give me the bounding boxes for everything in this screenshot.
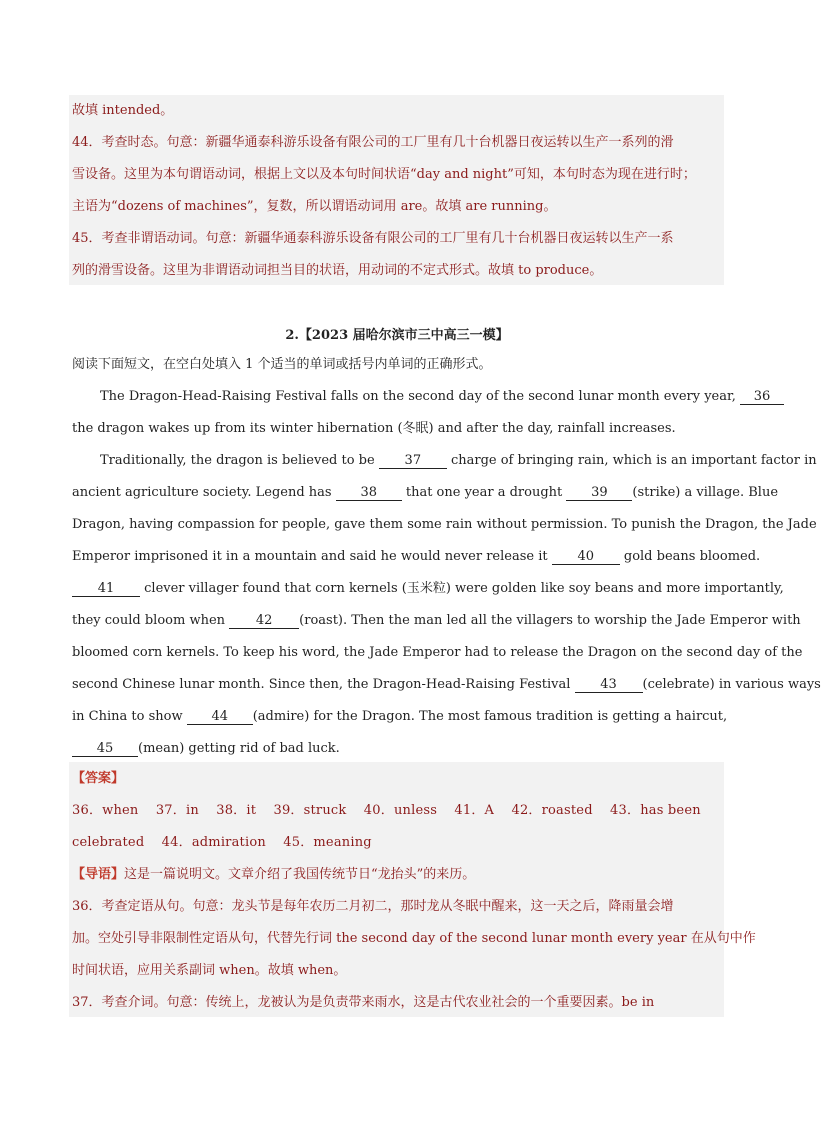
guide-text: 这是一篇说明文。文章介绍了我国传统节日“龙抬头”的来历。 xyxy=(124,867,476,882)
answer-line: 雪设备。这里为本句谓语动词，根据上文以及本句时间状语“day and night”可知，本句时态为现在进行时； xyxy=(72,167,696,182)
passage-line: The Dragon-Head-Raising Festival falls on the second day of the second lunar month every year, 36 xyxy=(100,388,784,406)
blank-44[interactable]: 44 xyxy=(187,709,253,725)
answer-row: celebrated 44．admiration 45．meaning xyxy=(72,835,372,850)
passage-line: in China to show 44 (admire) for the Dragon. The most famous tradition is getting a haircut, xyxy=(72,709,728,724)
guide-line xyxy=(72,866,475,884)
passage-line: they could bloom when 42 (roast). Then the man led all the villagers to worship the Jade Emperor with xyxy=(72,613,801,628)
blank-37[interactable]: 37 xyxy=(379,453,447,469)
instruction: 阅读下面短文，在空白处填入 1 个适当的单词或括号内单词的正确形式。 xyxy=(72,357,492,372)
passage-line: Dragon, having compassion for people, gave them some rain without permission. To punish the Dragon, the Jade xyxy=(72,517,817,532)
section-title: 2.【2023 届哈尔滨市三中高三一模】 xyxy=(285,328,509,343)
answer-row: 36．when 37．in 38．it 39．struck 40．unless 41．A 42．roasted 43．has been xyxy=(72,803,701,818)
explanation-line: 加。空处引导非限制性定语从句，代替先行词 the second day of the second lunar month every year 在从句中作 xyxy=(72,931,756,946)
blank-39[interactable]: 39 xyxy=(566,485,632,501)
answer-label: 【答案】 xyxy=(72,771,125,786)
passage-line: the dragon wakes up from its winter hibernation (冬眠) and after the day, rainfall increases. xyxy=(72,421,676,436)
answer-line: 44．考查时态。句意：新疆华通泰科游乐设备有限公司的工厂里有几十台机器日夜运转以生产一系列的滑 xyxy=(72,135,674,150)
blank-38[interactable]: 38 xyxy=(336,485,402,501)
answer-line: 列的滑雪设备。这里为非谓语动词担当目的状语，用动词的不定式形式。故填 to produce。 xyxy=(72,263,603,278)
explanation-line: 时间状语，应用关系副词 when。故填 when。 xyxy=(72,963,347,978)
blank-42[interactable]: 42 xyxy=(229,613,299,629)
blank-43[interactable]: 43 xyxy=(575,677,643,693)
explanation-line: 36．考查定语从句。句意：龙头节是每年农历二月初二，那时龙从冬眠中醒来，这一天之后，降雨量会增 xyxy=(72,899,674,914)
answer-line: 主语为“dozens of machines”，复数，所以谓语动词用 are。故填 are running。 xyxy=(72,199,557,214)
passage-line: Traditionally, the dragon is believed to be 37 charge of bringing rain, which is an important factor in xyxy=(100,453,817,468)
passage-line: 45 (mean) getting rid of bad luck. xyxy=(72,740,340,758)
top-answer-block xyxy=(69,95,724,285)
passage-line: bloomed corn kernels. To keep his word, the Jade Emperor had to release the Dragon on the second day of the xyxy=(72,645,803,660)
answer-line: 故填 intended。 xyxy=(72,103,174,118)
blank-36[interactable]: 36 xyxy=(740,389,784,405)
passage-line: ancient agriculture society. Legend has 38 that one year a drought 39 (strike) a village. Blue xyxy=(72,485,779,500)
explanation-line: 37．考查介词。句意：传统上，龙被认为是负责带来雨水，这是古代农业社会的一个重要因素。be in xyxy=(72,995,655,1010)
answer-line: 45．考查非谓语动词。句意：新疆华通泰科游乐设备有限公司的工厂里有几十台机器日夜运转以生产一系 xyxy=(72,231,674,246)
passage-line: 41 clever villager found that corn kernels (玉米粒) were golden like soy beans and more importantly, xyxy=(72,580,784,598)
guide-label: 【导语】 xyxy=(72,867,125,882)
blank-45[interactable]: 45 xyxy=(72,741,138,757)
blank-40[interactable]: 40 xyxy=(552,549,620,565)
passage-line: second Chinese lunar month. Since then, the Dragon-Head-Raising Festival 43 (celebrate) in various ways xyxy=(72,677,821,692)
blank-41[interactable]: 41 xyxy=(72,581,140,597)
passage-line: Emperor imprisoned it in a mountain and said he would never release it 40 gold beans bloomed. xyxy=(72,549,761,564)
